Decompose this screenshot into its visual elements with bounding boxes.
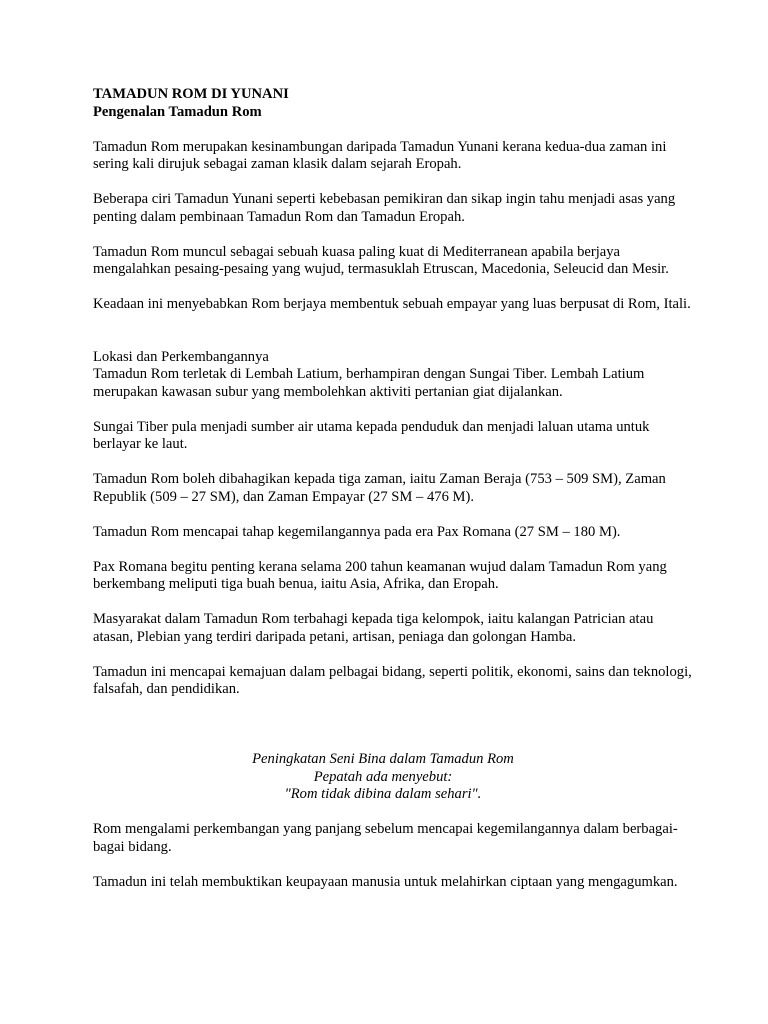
paragraph-intro-1: Tamadun Rom merupakan kesinambungan daripada Tamadun Yunani kerana kedua-dua zaman ini sering kali dirujuk sebagai zaman klasik dalam sejarah Eropah. [93, 138, 667, 172]
paragraph-intro-2: Beberapa ciri Tamadun Yunani seperti kebebasan pemikiran dan sikap ingin tahu menjadi asas yang penting dalam pembinaan Tamadun Rom dan Tamadun Eropah. [93, 191, 676, 225]
paragraph-architecture-2: Tamadun ini telah membuktikan keupayaan manusia untuk melahirkan ciptaan yang mengagumkan. [93, 873, 678, 890]
paragraph-location-4: Tamadun Rom mencapai tahap kegemilangannya pada era Pax Romana (27 SM – 180 M). [93, 523, 621, 540]
document-title: TAMADUN ROM DI YUNANI [93, 86, 289, 102]
paragraph-location-3: Tamadun Rom boleh dibahagikan kepada tiga zaman, iaitu Zaman Beraja (753 – 509 SM), Zaman Republik (509 – 27 SM), dan Zaman Empayar (27 SM – 476 M). [93, 471, 666, 505]
section-heading-architecture: Peningkatan Seni Bina dalam Tamadun Rom [252, 751, 514, 767]
paragraph-location-2: Sungai Tiber pula menjadi sumber air utama kepada penduduk dan menjadi laluan utama untuk berlayar ke laut. [93, 418, 650, 452]
saying-quote: "Rom tidak dibina dalam sehari". [284, 786, 482, 802]
paragraph-intro-3: Tamadun Rom muncul sebagai sebuah kuasa paling kuat di Mediterranean apabila berjaya mengalahkan pesaing-pesaing yang wujud, termasuklah Etruscan, Macedonia, Seleucid dan Mesir. [93, 243, 669, 277]
paragraph-architecture-1: Rom mengalami perkembangan yang panjang sebelum mencapai kegemilangannya dalam berbagai-bagai bidang. [93, 821, 678, 855]
document-content [93, 86, 693, 891]
document-subtitle: Pengenalan Tamadun Rom [93, 103, 262, 120]
paragraph-location-1: Tamadun Rom terletak di Lembah Latium, berhampiran dengan Sungai Tiber. Lembah Latium merupakan kawasan subur yang membolehkan aktiviti pertanian giat dijalankan. [93, 366, 645, 400]
paragraph-location-5: Pax Romana begitu penting kerana selama 200 tahun keamanan wujud dalam Tamadun Rom yang berkembang meliputi tiga buah benua, iaitu Asia, Afrika, dan Eropah. [93, 558, 667, 592]
paragraph-intro-4: Keadaan ini menyebabkan Rom berjaya membentuk sebuah empayar yang luas berpusat di Rom, Itali. [93, 296, 691, 312]
paragraph-location-7: Tamadun ini mencapai kemajuan dalam pelbagai bidang, seperti politik, ekonomi, sains dan teknologi, falsafah, dan pendidikan. [93, 663, 692, 697]
saying-intro: Pepatah ada menyebut: [313, 768, 453, 785]
section-heading-location: Lokasi dan Perkembangannya [93, 348, 269, 365]
paragraph-location-6: Masyarakat dalam Tamadun Rom terbahagi kepada tiga kelompok, iaitu kalangan Patrician atau atasan, Plebian yang terdiri daripada petani, artisan, peniaga dan golongan Hamba. [93, 611, 654, 645]
